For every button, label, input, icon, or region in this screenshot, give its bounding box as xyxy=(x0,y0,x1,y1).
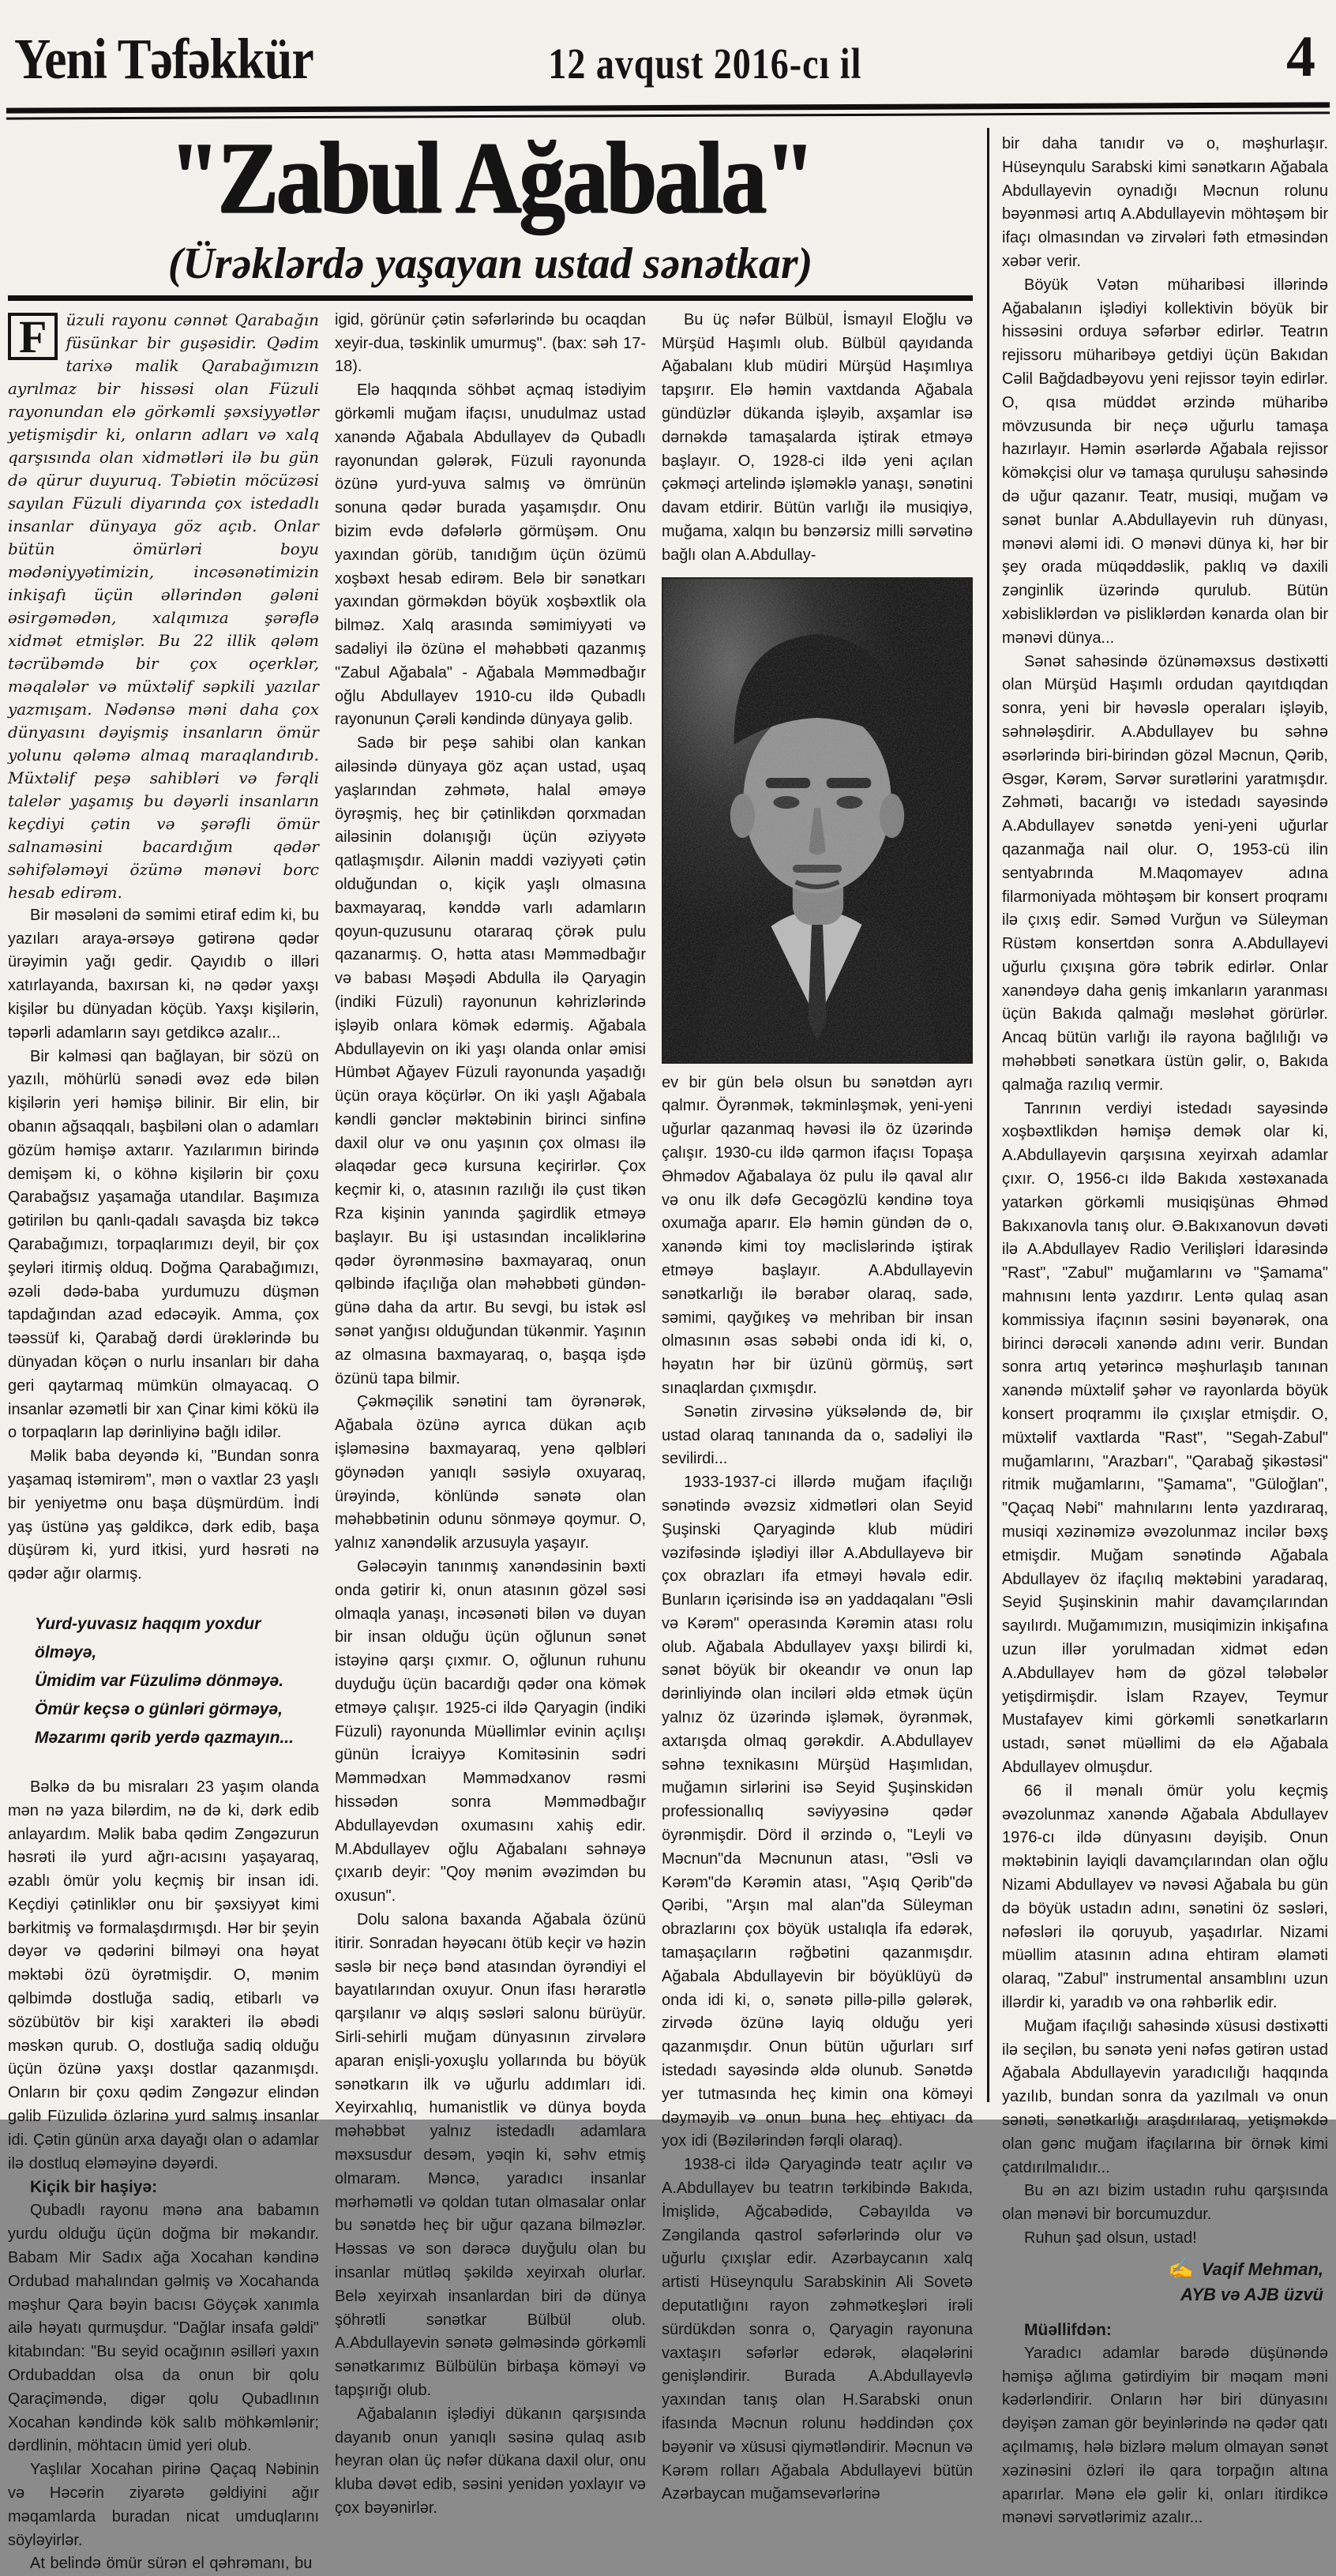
paragraph: Qubadlı rayonu mənə ana babamın yurdu olduğu üçün doğma bir məkandır. Babam Mir Sadıx ağa Xocahan kəndinə Ordubad mahalından gəlmiş və Xocahanda məşhur Qara bəyin bacısı Göyçək xanımla ailə həyatı qurmuşdur. "Dağlar insafa gəldi" kitabından: "Bu seyid ocağının əsilləri yaxın Ordubaddan olsa da onun bir qolu Qaraçiməndə, digər qolu Qubadlının Xocahan kəndində kök salıb möhkəmlənir; dərdlinin, möhtacın ümid yeri olub. xyxy=(8,2202,319,2455)
paper-name: Yeni Təfəkkür xyxy=(14,26,313,92)
paragraph: 1933-1937-ci illərdə muğam ifaçılığı sənətində əvəzsiz xidmətləri olan Seyid Şuşinski Qaryagində klub müdiri vəzifəsində işlədiyi illər A.Abdullayevə bir çox obrazları ifa etməyi həvalə edir. Bunların içərisində isə ən yaddaqalanı "Əsli və Kərəm" operasında Kərəmin atası rolu olub. Ağabala Abdullayev yaxşı bilirdi ki, sənət böyük bir okeandır və onun lap dərinliyində olan inciləri əldə etmək üçün yalnız öz üzərində işləmək, öyrənmək, axtarışda olmaq gərəkdir. A.Abdullayev səhnə texnikasını Mürşüd Haşımlıdan, muğamın sirlərini isə Seyid Şuşinskidən professionallıq səviyyəsinə qədər öyrənmişdir. Dörd il ərzində o, "Leyli və Məcnun"da Məcnunun atası, "Əsli və Kərəm"də Kərəmin atası, "Aşıq Qərib"də Qəribi, "Arşın mal alan"da Süleyman obrazlarını çox böyük ustalıqla ifa edərək, tamaşaçıların rəğbətini qazanmışdır. Ağabala Abdullayevin bir böyüklüyü də onda idi ki, o, sənətə pillə-pillə gələrək, zirvədə özünə layiq olduğu yeri qazanmışdır. Onun bütün uğurları sırf istedadı sayəsində əldə olunub. Sənətdə yer tutmasında heç kimin ona köməyi dəyməyib və onun buna heç ehtiyacı da yox idi (Bəzilərindən fərqli olaraq). xyxy=(662,1474,973,2150)
paragraph: 1938-ci ildə Qaryagində teatr açılır və A.Abdullayev bu teatrın tərkibində Bakıda, İmişlidə, Ağcabədidə, Cəbayılda və Zəngilanda qastrol səfərlərində olur və uğurlu çıxışlar edir. Azərbaycanın xalq artisti Hüseynqulu Sarabskinin Ali Sovetə deputatlığını rayon zəhmətkeşləri irəli sürdükdən sonra o, Qaryagin rayonuna vaxtaşırı səfərlər edərək, əlaqələrini genişləndirir. Burada A.Abdullayevlə yaxından tanış olan H.Sarabski onun ifasında Məcnun rolunu həddindən çox bəyənir və xüsusi qiymətləndirir. Məcnun və Kərəm rolları Ağabala Abdullayevi bütün Azərbaycan muğamsevərlərinə xyxy=(662,2156,973,2503)
paragraph: 66 il mənalı ömür yolu keçmiş əvəzolunmaz xanəndə Ağabala Abdullayev 1976-cı ildə dünyasını dəyişib. Onun məktəbinin layiqli davamçılarından olan oğlu Nizami Abdullayev və nəvəsi Ağabala bu gün də böyük ustadın adını, sənətini öz səsləri, nəfəsləri ilə qoruyub, yaşadırlar. Nizami müəllim atasının adına ehtiram əlaməti olaraq, "Zabul" instrumental ansamblını uzun illərdir ki, yaradıb və ona rəhbərlik edir. xyxy=(1002,1782,1328,2011)
paragraph: Böyük Vətən müharibəsi illərində Ağabalanın işlədiyi kollektivin böyük bir hissəsini orduya səfərbər edirlər. Teatrın rejissoru müharibəyə getdiyi üçün Bakıdan Cəlil Bağdadbəyovu yeni rejissor təyin edirlər. O, qısa müddət ərzində müharibə mövzusunda bir neçə uğurlu tamaşa hazırlayır. Həmin əsərlərdə Ağabala rejissor köməkçisi olur və tamaşa quruluşu sahəsində də uğur qazanır. Teatr, musiqi, muğam və sənət bunlar A.Abdullayevin ruh dünyası, mənəvi aləmi idi. O mənəvi dünya ki, hər bir şey orada müqəddəslik, paklıq və daxili zənginlik üzərində qurulub. Bütün xəbisliklərdən və pisliklərdən kənarda olan bir mənəvi dünya... xyxy=(1002,276,1328,647)
paragraph: Məlik baba deyəndə ki, "Bundan sonra yaşamaq istəmirəm", mən o vaxtlar 23 yaşlı bir yeniyetmə onu başa düşmürdüm. İndi yaş üstünə yaş gəldikcə, dərk edib, başa düşürəm ki, yurd itkisi, yurd həsrəti nə qədər ağır olarmış. xyxy=(8,1448,319,1583)
column-2 xyxy=(335,309,646,2576)
paragraph: bir daha tanıdır və o, məşhurlaşır. Hüseynqulu Sarabski kimi sənətkarın Ağabala Abdullayevin oynadığı Məcnun rolunu bəyənməsi artıq A.Abdullayevin möhtəşəm bir ifaçı olmasından və zirvələri fəth etməsindən xəbər verir. xyxy=(1002,135,1328,270)
paragraph: Sənət sahəsində özünəməxsus dəstixətti olan Mürşüd Haşımlı ordudan qayıtdıqdan sonra, yeni bir həvəslə operaları işləyib, səhnələşdirir. A.Abdullayev bu səhnə əsərlərində biri-birindən gözəl Məcnun, Qərib, Əsgər, Kərəm, Sərvər surətlərini yaratmışdır. Zəhməti, bacarığı və istedadı sayəsində A.Abdullayev sənətdə yeni-yeni uğurlar qazanmağa nail olur. O, 1953-cü ilin sentyabrında M.Maqomayev adına filarmoniyada möhtəşəm bir konsert proqramı ilə çıxış edir. Səməd Vurğun və Süleyman Rüstəm konsertdən sonra A.Abdullayevi uğurlu çıxışına görə təbrik edirlər. Onlar xanəndəyə daha geniş imkanların yaranması üçün Bakıda qalmağı məsləhət görürlər. Ancaq bütün varlığı ilə rayona bağlılığı və məhəbbəti sənətkara üstün gəlir, o, Bakıda qalmağa razılıq vermir. xyxy=(1002,652,1328,1094)
paragraph: Bir məsələni də səmimi etiraf edim ki, bu yazıları araya-ərsəyə gətirənə qədər ürəyimin yağı gedir. Qayıdıb o illəri xatırlayanda, baxırsan ki, nə qədər yaxşı kişilər bu dünyadan köçüb. Yaxşı kişilərin, təpərli adamların sayı getdikcə azalır... xyxy=(8,906,320,1042)
paragraph: Ağabalanın işlədiyi dükanın qarşısında dayanıb onun yanıqlı səsinə qulaq asıb heyran olan üç nəfər dükana daxil olur, onu kluba dəvət edib, səsini yenidən yoxlayır və çox bəyənirlər. xyxy=(335,2405,646,2517)
portrait-photo xyxy=(662,577,973,1064)
lead-text: üzuli rayonu cənnət Qarabağın füsünkar bir guşəsidir. Qədim tarixə malik Qarabağımızın ayrılmaz bir hissəsi olan Füzuli rayonundan elə görkəmli şəxsiyyətlər yetişmişdir ki, onların adları və xalq qarşısında olan xidmətləri ilə bu gün də qürur duyuruq. Təbiətin möcüzəsi sayılan Füzuli diyarında çox istedadlı insanlar dünyaya göz açıb. Onlar bütün ömürləri boyu mədəniyyətimizin, incəsənətimizin inkişafı üçün əllərindən gələni əsirgəmədən, xalqımıza şərəflə xidmət etmişlər. Bu 22 illik qələm təcrübəmdə bir çox oçerklər, məqalələr və müxtəlif səpkili yazılar yazmışam. Nədənsə məni daha çox dünyasını dəyişmiş insanların ömür yolunu qələmə almaq maraqlandırıb. Müxtəlif peşə sahibləri və fərqli talelər yaşamış bu dəyərli insanların keçdiyi çətin və şərəfli ömür salnaməsini bacardığım qədər səhifələməyi özümə mənəvi borc hesab edirəm. xyxy=(8,310,319,902)
paragraph: Bir kəlməsi qan bağlayan, bir sözü on yazılı, möhürlü sənədi əvəz edə bilən kişilərin yeri həmişə bilinir. Bir elin, bir obanın ağsaqqalı, başbiləni olan o adamları gözüm həmişə axtarır. Yazılarımın birində demişəm ki, o köhnə kişilərin bir çoxu Qarabağsız yaşamağa utandılar. Başımıza gətirilən bu qanlı-qadalı savaşda biz təkcə Qarabağımızı, torpaqlarımızı deyil, bir çox şeyləri itirmiş olduq. Doğma Qarabağımızı, əzəli dədə-baba yurdumuzu düşmən tapdağından azad edəcəyik. Amma, çox təəssüf ki, Qarabağ dərdi ürəklərində bu dünyadan köçən o nurlu insanları bir daha geri qaytarmaq mümkün olmayacaq. O insanlar əzəmətli bir xan Çinar kimi kökü ilə o torpaqların lap dərinliyinə bağlı idilər. xyxy=(8,1047,319,1442)
aside-heading: Kiçik bir haşiyə: xyxy=(30,2178,158,2197)
paragraph: Bəlkə də bu misraları 23 yaşım olanda mən nə yaza bilərdim, nə də ki, dərk edib anlayardım. Məlik baba qədim Zəngəzurun həsrəti ilə yurd ağrı-acısını yaşayaraq, əzablı ömür yolu keçmiş bir insan idi. Keçdiyi çətinliklər onu bir şəxsiyyət kimi bərkitmiş və formalaşdırmışdı. Hər bir şeyin dəyər və qədərini bilməyi ona həyat məktəbi özü öyrətmişdir. O, mənim qəlbimdə dostluğa sadiq, etibarlı və sözübütöv bir kişi xarakteri ilə əbədi məskən qurub. O, dostluğa sadiq olduğu üçün özünə yaxşı dostlar qazanmışdı. Onların bir çoxu qədim Zəngəzur elindən gəlib Füzulidə özlərinə yurd salmış insanlar idi. Çətin günün arxa dayağı olan o adamlar ilə dostluq eləməyinə dəyərdi. xyxy=(8,1778,319,2172)
issue-date: 12 avqust 2016-cı il xyxy=(548,39,862,88)
paragraph: ev bir gün belə olsun bu sənətdən ayrı qalmır. Öyrənmək, təkminləşmək, yeni-yeni uğurlar qazanmaq həvəsi ilə öz üzərində çalışır. 1930-cu ildə qarmon ifaçısı Topaşa Əhmədov Ağabalaya öz pulu ilə qaval alır və onu ilk dəfə Gecəgözlü kəndinə toya oxumağa aparır. Elə həmin gündən də o, xanəndə kimi toy məclislərində iştirak etməyə başlayır. A.Abdullayevin sənətkarlığı ilə bərabər olaraq, sadə, səmimi, qayğıkeş və mehriban bir insan olmasının əsas səbəbi onda idi ki, o, həyatın hər bir üzünü görmüş, sərt sınaqlardan çıxmışdır. xyxy=(662,1073,973,1397)
paragraph: Çəkməçilik sənətini tam öyrənərək, Ağabala özünə ayrıca dükan açıb işləməsinə baxmayaraq, yenə qəlbləri göynədən yanıqlı səsiylə oxuyaraq, ürəyində, könlündə sənətə olan məhəbbətinin odunu sönməyə qoymur. O, yalnız xanəndəlik arzusuyla yaşayır. xyxy=(335,1393,646,1553)
poem-line: Yurd-yuvasız haqqım yoxdur ölməyə, xyxy=(35,1614,261,1662)
poem-line: Ümidim var Füzulimə dönməyə. xyxy=(35,1671,284,1690)
paragraph: Sənətin zirvəsinə yüksələndə də, bir ustad olaraq tanınanda da o, sadəliyi ilə sevilirdi... xyxy=(662,1403,973,1468)
article-body xyxy=(0,122,1336,2573)
paragraph: Muğam ifaçılığı sahəsində xüsusi dəstixətti ilə seçilən, bu sənətə yeni nəfəs gətirən ustad Ağabala Abdullayevin yaradıcılığı haqqında yazılıb, bundan sonra da yazılmalı və onun sənəti, sənətkarlığı araşdırılaraq, yetişməkdə olan gənc muğam ifaçılarına bir örnək kimi çatdırılmalıdır... xyxy=(1002,2017,1328,2176)
paragraph: Sadə bir peşə sahibi olan kankan ailəsində dünyaya göz açan ustad, uşaq yaşlarından zəhmətə, halal əməyə öyrəşmiş, heç bir çətinlikdən qorxmadan ailəsinin dolanışığı üçün əziyyətə qatlaşmışdır. Ailənin maddi vəziyyəti çətin olduğundan o, kiçik yaşlı olmasına baxmayaraq, kənddə varlı adamların qoyun-quzusunu otararaq çörək pulu qazanarmış. O, hətta atası Məmmədbağır və babası Məşədi Abdulla ilə Qaryagin (indiki Füzuli) rayonunun kəhrizlərində işləyib onlara kömək edərmiş. Ağabala Abdullayevin on iki yaşı olanda onlar əmisi Hümbət Ağayev Füzuli rayonunda yaşadığı üçün oraya köçürlər. On iki yaşlı Ağabala kəndli gənclər məktəbinin birinci sinfinə daxil olur və onu yaşının çox olması ilə əlaqədar gecə kursuna keçirirlər. Çox keçmir ki, o, atasının razılığı ilə çust tikən Rza kişinin yanında şagirdlik etməyə başlayır. Bu işi ustasından incəliklərinə qədər öyrənməsinə baxmayaraq, onun qəlbində ifaçılığa olan məhəbbəti gündən-günə daha da artır. Bu sevgi, bu istək əsl sənət yanğısı olduğundan tükənmir. Yaşının az olmasına baxmayaraq, o, başqa işdə özünü tapa bilmir. xyxy=(335,734,646,1388)
author-name: Vaqif Mehman, xyxy=(1201,2259,1323,2279)
paragraph: Gələcəyin tanınmış xanəndəsinin bəxti onda gətirir ki, onun atasının gözəl səsi olmaqla yanaşı, incəsənəti bilən və duyan bir insan olduğu üçün oğlunun sənət istəyinə qarşı çıxmır. O, oğlunun ruhunu duyduğu üçün bacardığı qədər ona kömək etməyə çalışır. 1925-ci ildə Qaryagin (indiki Füzuli) rayonunda Müəllimlər evinin açılışı günün İcraiyyə Komitəsinin sədri Məmmədxan Məmmədxanov rəsmi hissədən sonra Məmmədbağır Abdullayevdən oxumasını xahiş edir. M.Abdullayev oğlu Ağabalanı səhnəyə çıxarıb deyir: "Qoy mənim əvəzimdən bu oxusun". xyxy=(335,1558,646,1906)
article-subtitle: (Ürəklərdə yaşayan ustad sənətkar) xyxy=(8,242,973,301)
author-title: AYB və AJB üzvü xyxy=(1180,2284,1323,2304)
masthead xyxy=(0,0,1336,94)
paragraph: Ruhun şad olsun, ustad! xyxy=(1024,2229,1197,2247)
paragraph: Bu ən azı bizim ustadın ruhu qarşısında olan mənəvi bir borcumuzdur. xyxy=(1002,2182,1328,2224)
drop-cap: F xyxy=(8,313,58,360)
paragraph: At belində ömür sürən el qəhrəmanı, bu xyxy=(30,2555,313,2573)
paragraph: Yaradıcı adamlar barədə düşünəndə həmişə ağlıma gətirdiyim bir məqam məni kədərləndirir. Onların hər biri dünyasını dəyişən zaman gör beyinlərində nə qədər qatı açılmamış, hələ bizlərə məlum olmayan sənət xəzinəsini özləri ilə qara torpağın altına aparırlar. Mənə elə gəlir ki, onları itirdikcə mənəvi sərvətlərimiz azalır... xyxy=(1002,2344,1328,2527)
column-1 xyxy=(8,309,319,2576)
paragraph: Dolu salona baxanda Ağabala özünü itirir. Sonradan həyəcanı ötüb keçir və həzin səslə bir neçə bənd atasından öyrəndiyi el bayatılarından oxuyur. Onun ifası hərarətlə qarşılanır və alqış səsləri salonu bürüyür. Sirli-sehirli muğam dünyasının zirvələrə aparan enişli-yoxuşlu yollarında bu böyük sənətkarın ilk və uğurlu addımları idi. Xeyirxahlıq, humanistlik və dünya boyda məhəbbət yalnız istedadlı adamlara məxsusdur desəm, yəqin ki, səhv etmiş olmaram. Məncə, yaradıcı insanlar mərhəmətli və qoldan tutan olmasalar onlar bu sənətdə heç bir uğur qazana bilməzlər. Həssas və son dərəcə duyğulu olan bu insanlar mütləq şəkildə xeyirxah olurlar. Belə xeyirxah insanlardan biri də dünya şöhrətli sənətkar Bülbül olub. A.Abdullayevin sənətə gəlməsində görkəmli sənətkarımız Bülbülün birbaşa köməyi və tapşırığı olub. xyxy=(335,1910,646,2399)
poem xyxy=(35,1610,319,1752)
author-note-heading: Müəllifdən: xyxy=(1024,2320,1112,2339)
paragraph: igid, görünür çətin səfərlərində bu ocaqdan xeyir-dua, təskinlik umurmuş". (bax: səh 17-18). xyxy=(335,310,646,376)
poem-line: Ömür keçsə o günləri görməyə, xyxy=(35,1699,283,1718)
lead-paragraph xyxy=(8,309,319,904)
column-3 xyxy=(662,309,973,2576)
masthead-divider xyxy=(6,105,1330,117)
paragraph: Bu üç nəfər Bülbül, İsmayıl Eloğlu və Mürşüd Haşımlı olub. Bülbül qayıdanda Ağabalanı klub müdiri Mürşüd Haşımlıya tapşırır. Elə həmin vaxtdanda Ağabala gündüzlər dükanda işləyib, axşamlar isə dərnəkdə tamaşalarda iştirak etməyə başlayır. O, 1928-ci ildə yeni açılan çəkməçi artelində işləməklə yanaşı, sənətini davam etdirir. Bütün varlığı ilə musiqiyə, muğama, xalqın bu bənzərsiz milli sərvətinə bağlı olan A.Abdullay- xyxy=(662,310,973,564)
pen-icon: ✍ xyxy=(1168,2255,1194,2280)
column-4 xyxy=(987,128,1328,2527)
headline-block xyxy=(8,122,973,301)
page-number: 4 xyxy=(1286,24,1315,89)
paragraph: Tanrının verdiyi istedadı sayəsində xoşbəxtlikdən həmişə demək olar ki, A.Abdullayevin qarşısına xeyirxah adamlar çıxır. O, 1956-cı ildə Bakıda xəstəxanada yatarkən görkəmli musiqişünas Əhməd Bakıxanovla tanış olur. Ə.Bakıxanovun dəvəti ilə A.Abdullayev Radio Verilişləri İdarəsində "Rast", "Zabul" muğamlarını və "Şamama" mahnısını lentə yazdırır. Lentə qulaq asan kommissiya ifaçının səsini bəyənərək, ona birinci dərəcəli xanəndə adını verir. Bundan sonra artıq yetərincə məşhurlaşıb tanınan xanəndə müxtəlif şəhər və rayonlarda böyük konsert proqrammı ilə çıxışlar etmişdir. O, müxtəlif vaxtlarda "Rast", "Segah-Zabul" muğamlarını, "Arazbarı", "Qarabağ şikəstəsi" ritmik muğamlarını, "Şamama", "Güloğlan", "Qaçaq Nəbi" mahnılarını lentə yazdıraraq, musiqi xəzinəmizə əvəzolunmaz incilər bəxş etmişdir. Muğam sənətində Ağabala Abdullayev öz ifaçılıq məktəbini yaradaraq, Seyid Şuşinskinin mahir davamçılarından sayılırdı. Muğamımızın, musiqimizin inkişafına uzun illər yorulmadan xidmət edən A.Abdullayev həm də gözəl tələbələr yetişdirmişdir. İslam Rzayev, Teymur Mustafayev kimi görkəmli sənətkarların ustadı, sənət müəllimi də elə Ağabala Abdullayev olmuşdur. xyxy=(1002,1099,1328,1776)
author-signature xyxy=(1002,2255,1323,2308)
paragraph: Elə haqqında söhbət açmaq istədiyim görkəmli muğam ifaçısı, unudulmaz ustad xanəndə Ağabala Abdullayev də Qubadlı rayonundan gələrək, Füzuli rayonunda özünə yurd-yuva salmış və ömrünün sonuna qədər burada yaşamışdır. Onu bizim evdə dəfələrlə görmüşəm. Onu yaxından görüb, tanıdığım üçün özümü xoşbəxt hesab edirəm. Belə bir sənətkarı yaxından görməkdən böyük xoşbəxtlik ola bilməz. Xalq arasında səmimiyyəti və sadəliyi ilə özünə el məhəbbəti qazanmış "Zabul Ağabala" - Ağabala Məmmədbağır oğlu Abdullayev 1910-cu ildə Qubadlı rayonunun Çərəli kəndində dünyaya gəlib. xyxy=(335,381,646,729)
portrait-photo-image xyxy=(663,579,971,1062)
poem-line: Məzarımı qərib yerdə qazmayın... xyxy=(35,1728,294,1747)
article-title: "Zabul Ağabala" xyxy=(168,122,812,235)
paragraph: Yaşlılar Xocahan pirinə Qaçaq Nəbinin və Həcərin ziyarətə gəldiyini ağır məqamlarda buradan nicat umduqlarını söyləyirlər. xyxy=(8,2461,319,2549)
